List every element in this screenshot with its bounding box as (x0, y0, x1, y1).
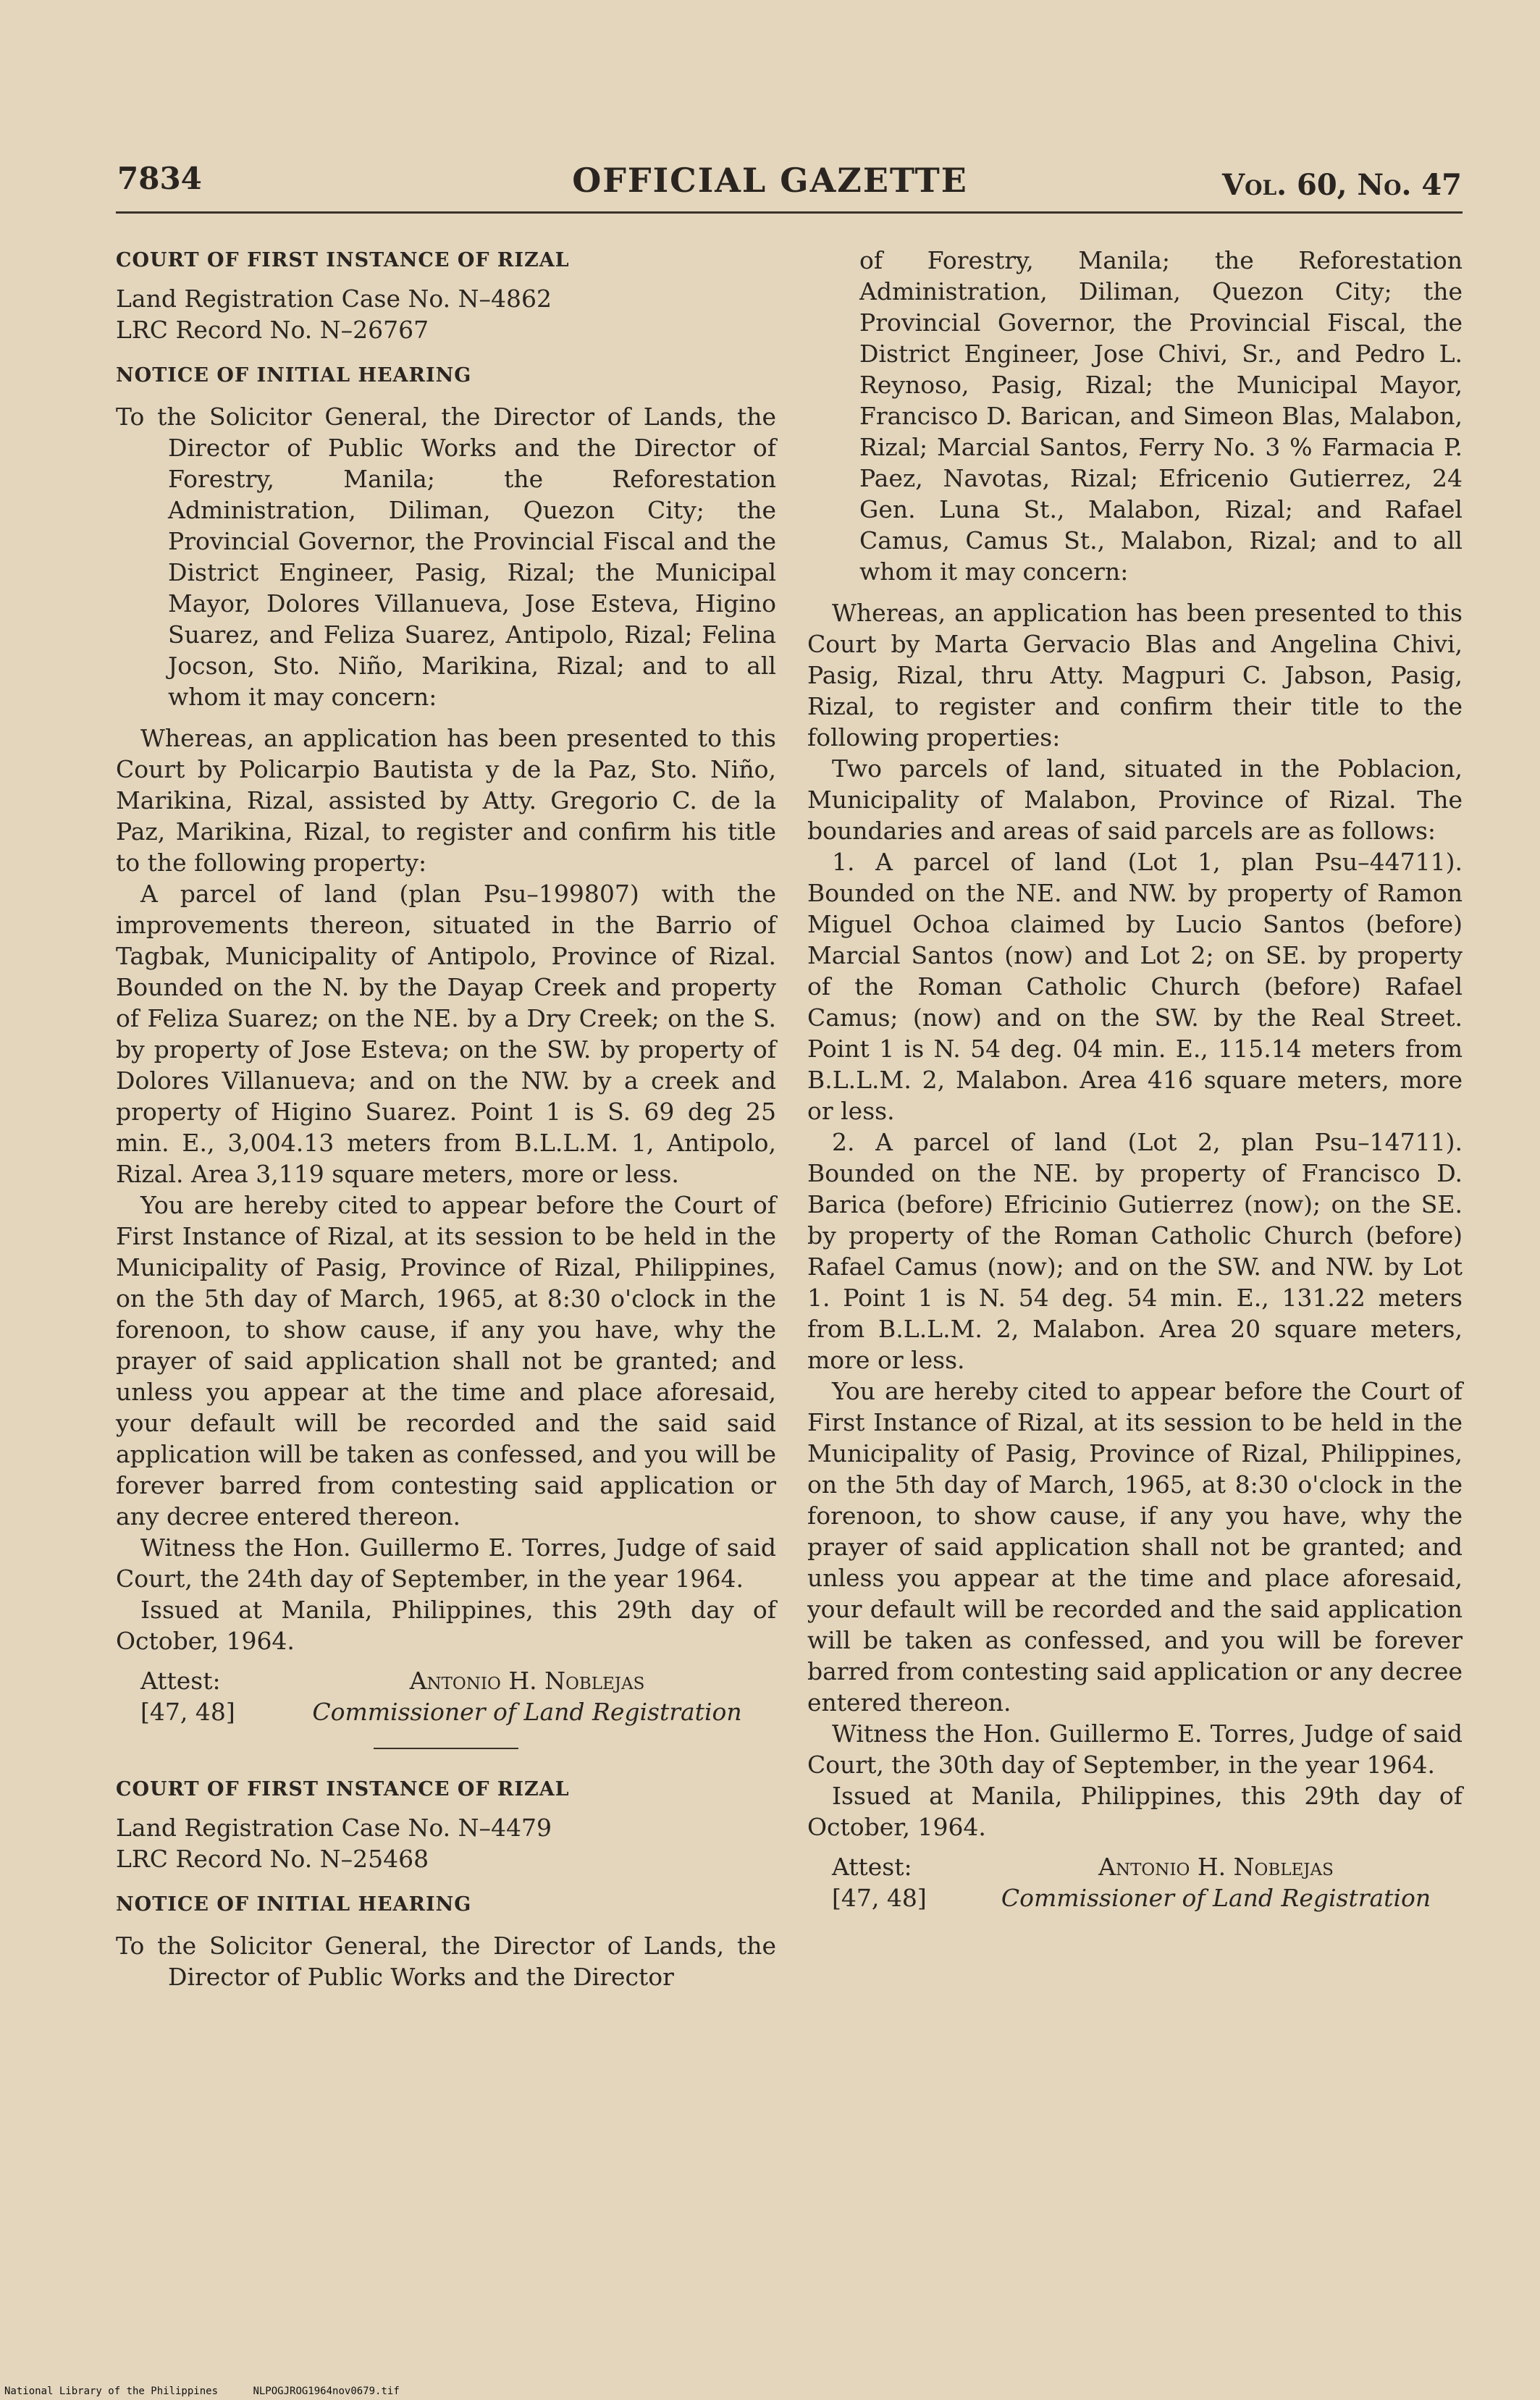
issued-paragraph: Issued at Manila, Philippines, this 29th day of October, 1964. (807, 1782, 1463, 1841)
volume-issue: Vol. 60, No. 47 (1222, 168, 1462, 202)
signatory-name: Antonio H. Noblejas (409, 1667, 645, 1695)
attest-label: Attest: (832, 1853, 912, 1881)
reference-numbers: [47, 48] (140, 1698, 235, 1726)
whereas-paragraph: Whereas, an application has been presented to this Court by Marta Gervacio Blas and Angelina Chivi, Pasig, Rizal, thru Atty. Magpuri C. Jabson, Pasig, Rizal, to register and confirm their title to the following properties: (807, 599, 1463, 751)
section-divider (374, 1748, 518, 1749)
whereas-paragraph: Whereas, an application has been presented to this Court by Policarpio Bautista y de la Paz, Sto. Niño, Marikina, Rizal, assisted by Atty. Gregorio C. de la Paz, Marikina, Rizal, to register and confirm his title to the following property: (116, 724, 776, 877)
signatory-name: Antonio H. Noblejas (1098, 1853, 1334, 1881)
citation-paragraph: You are hereby cited to appear before the Court of First Instance of Rizal, at its session to be held in the Municipality of Pasig, Province of Rizal, Philippines, on the 5th day of March, 1965, at 8:30 o'clock in the forenoon, to show cause, if any you have, why the prayer of said application shall not be granted; and unless you appear at the time and place aforesaid, your default will be recorded and the said application will be taken as confessed, and you will be forever barred from contesting said application or any decree entered thereon. (807, 1377, 1463, 1717)
addressees: To the Solicitor General, the Director of Lands, the Director of Public Works and the Director (116, 1932, 776, 1991)
citation-paragraph: You are hereby cited to appear before the Court of First Instance of Rizal, at its session to be held in the Municipality of Pasig, Province of Rizal, Philippines, on the 5th day of March, 1965, at 8:30 o'clock in the forenoon, to show cause, if any you have, why the prayer of said application shall not be granted; and unless you appear at the time and place aforesaid, your default will be recorded and the said said application will be taken as confessed, and you will be forever barred from contesting said application or any decree entered thereon. (116, 1191, 776, 1530)
page-number: 7834 (117, 161, 202, 196)
attestation-block (807, 1851, 1463, 1913)
library-credit: National Library of the Philippines (4, 2386, 219, 2397)
lrc-record: LRC Record No. N–25468 (116, 1845, 429, 1873)
case-number: Land Registration Case No. N–4479 (116, 1814, 552, 1842)
signatory-title: Commissioner of Land Registration (1001, 1884, 1431, 1912)
addressees-continued: of Forestry, Manila; the Reforestation Administration, Diliman, Quezon City; the Provincial Governor, the Provincial Fiscal, the District Engineer, Jose Chivi, Sr., and Pedro L. Reynoso, Pasig, Rizal; the Municipal Mayor, Francisco D. Barican, and Simeon Blas, Malabon, Rizal; Marcial Santos, Ferry No. 3 % Farmacia P. Paez, Navotas, Rizal; Efricenio Gutierrez, 24 Gen. Luna St., Malabon, Rizal; and Rafael Camus, Camus St., Malabon, Rizal; and to all whom it may concern: (859, 246, 1463, 586)
publication-title: OFFICIAL GAZETTE (572, 161, 968, 200)
court-caption: COURT OF FIRST INSTANCE OF RIZAL (116, 1778, 570, 1801)
attestation-block (116, 1665, 776, 1727)
notice-title: NOTICE OF INITIAL HEARING (116, 1893, 472, 1916)
parcel-description: A parcel of land (plan Psu–199807) with the improvements thereon, situated in the Barrio of Tagbak, Municipality of Antipolo, Province of Rizal. Bounded on the N. by the Dayap Creek and property of Feliza Suarez; on the NE. by a Dry Creek; on the S. by property of Jose Esteva; on the SW. by property of Dolores Villanueva; and on the NW. by a creek and property of Higino Suarez. Point 1 is S. 69 deg 25 min. E., 3,004.13 meters from B.L.L.M. 1, Antipolo, Rizal. Area 3,119 square meters, more or less. (116, 880, 776, 1188)
notice-title: NOTICE OF INITIAL HEARING (116, 364, 472, 387)
court-caption: COURT OF FIRST INSTANCE OF RIZAL (116, 249, 570, 271)
scan-filename: NLPOGJROG1964nov0679.tif (253, 2386, 400, 2397)
case-number: Land Registration Case No. N–4862 (116, 285, 552, 313)
parcel-1: 1. A parcel of land (Lot 1, plan Psu–44711). Bounded on the NE. and NW. by property of Ramon Miguel Ochoa claimed by Lucio Santos (before) Marcial Santos (now) and Lot 2; on SE. by property of the Roman Catholic Church (before) Rafael Camus; (now) and on the SW. by the Real Street. Point 1 is N. 54 deg. 04 min. E., 115.14 meters from B.L.L.M. 2, Malabon. Area 416 square meters, more or less. (807, 848, 1463, 1125)
lrc-record: LRC Record No. N–26767 (116, 316, 429, 344)
scan-footer (4, 2386, 429, 2397)
addressees: To the Solicitor General, the Director of Lands, the Director of Public Works and the Director of Forestry, Manila; the Reforestation Administration, Diliman, Quezon City; the Provincial Governor, the Provincial Fiscal and the District Engineer, Pasig, Rizal; the Municipal Mayor, Dolores Villanueva, Jose Esteva, Higino Suarez, and Feliza Suarez, Antipolo, Rizal; Felina Jocson, Sto. Niño, Marikina, Rizal; and to all whom it may concern: (116, 403, 776, 711)
attest-label: Attest: (140, 1667, 221, 1695)
reference-numbers: [47, 48] (832, 1884, 927, 1912)
signatory-title: Commissioner of Land Registration (312, 1698, 742, 1726)
left-column (116, 245, 776, 1992)
witness-paragraph: Witness the Hon. Guillermo E. Torres, Judge of said Court, the 30th day of September, in the year 1964. (807, 1719, 1463, 1779)
witness-paragraph: Witness the Hon. Guillermo E. Torres, Judge of said Court, the 24th day of September, in the year 1964. (116, 1533, 776, 1593)
header-rule (116, 211, 1463, 214)
parcel-2: 2. A parcel of land (Lot 2, plan Psu–14711). Bounded on the NE. by property of Francisco D. Barica (before) Efricinio Gutierrez (now); on the SE. by property of the Roman Catholic Church (before) Rafael Camus (now); and on the SW. and NW. by Lot 1. Point 1 is N. 54 deg. 54 min. E., 131.22 meters from B.L.L.M. 2, Malabon. Area 20 square meters, more or less. (807, 1128, 1463, 1374)
right-column (807, 245, 1463, 1913)
issued-paragraph: Issued at Manila, Philippines, this 29th day of October, 1964. (116, 1596, 776, 1655)
parcels-intro: Two parcels of land, situated in the Poblacion, Municipality of Malabon, Province of Rizal. The boundaries and areas of said parcels are as follows: (807, 754, 1463, 845)
